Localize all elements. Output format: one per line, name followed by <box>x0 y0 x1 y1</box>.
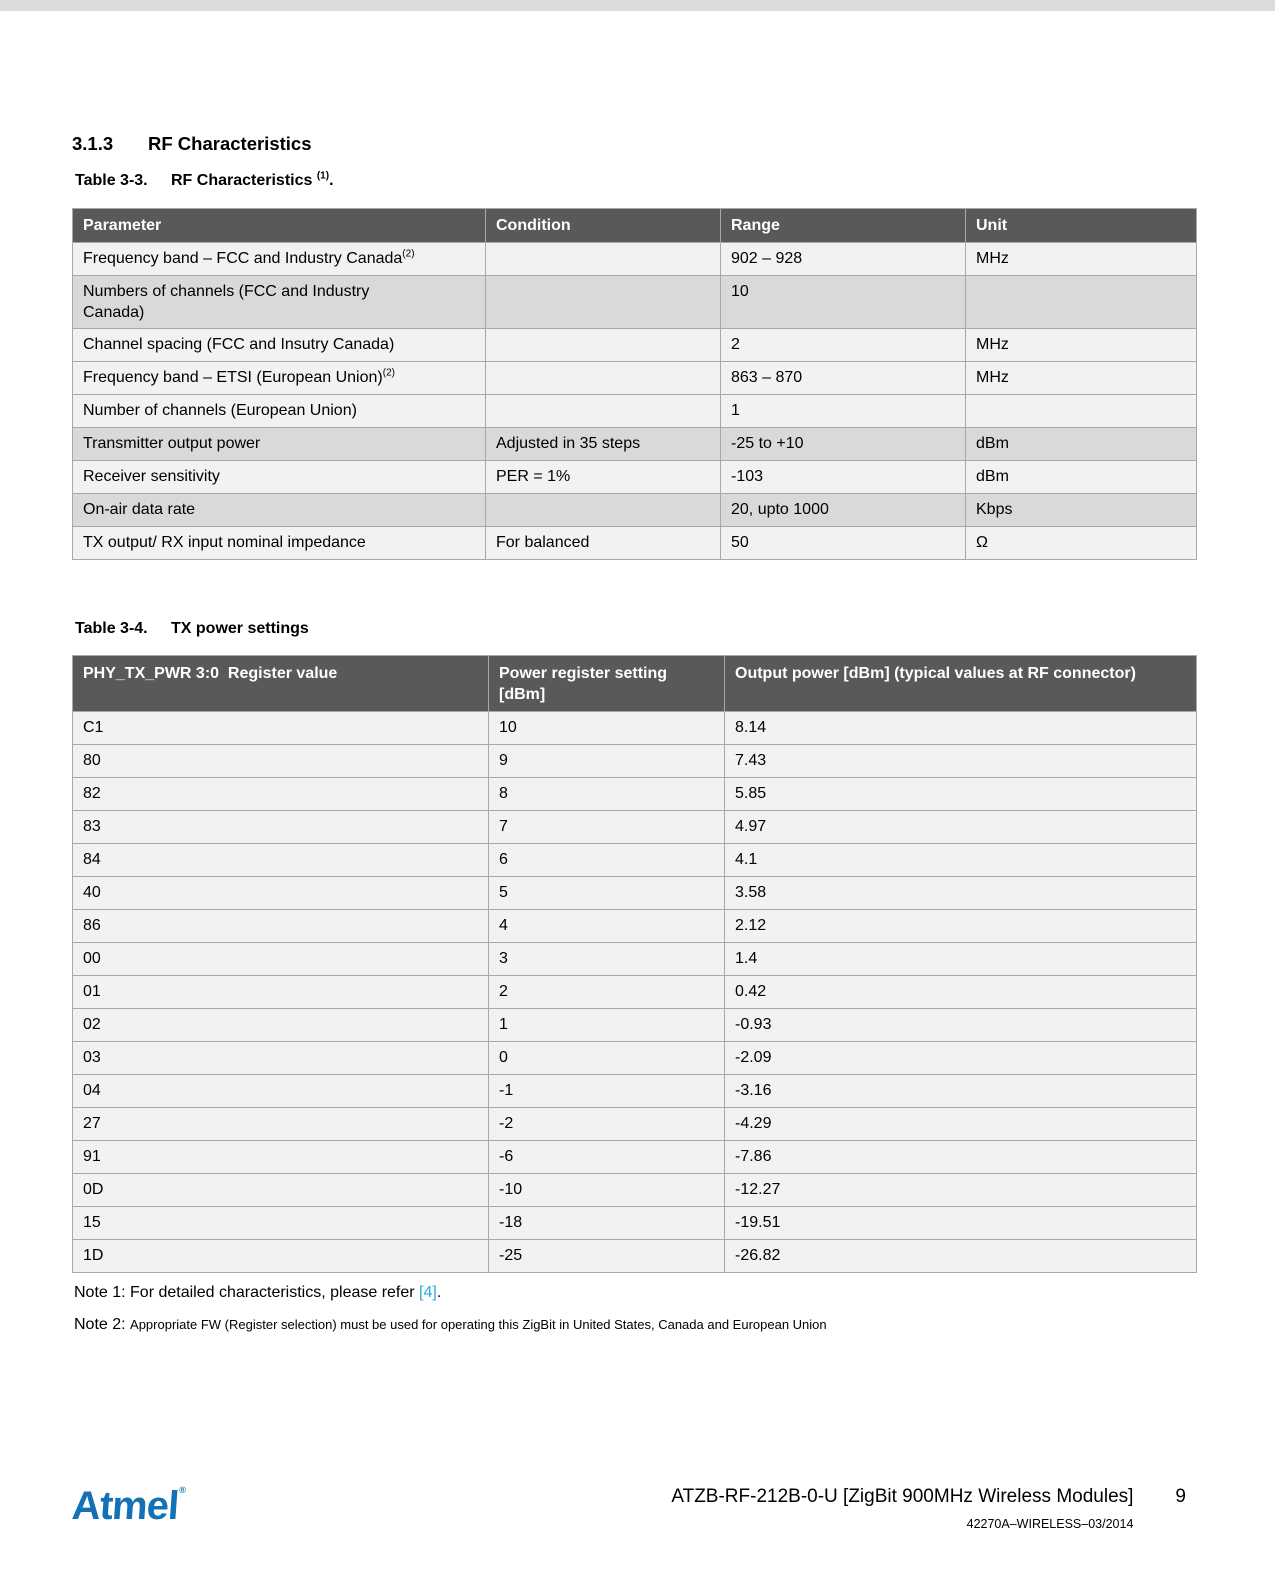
tx-header-register-value: PHY_TX_PWR 3:0 Register value <box>73 656 489 712</box>
power-setting-cell: 2 <box>489 976 725 1009</box>
atmel-logo <box>71 1486 187 1526</box>
register-value-cell: 02 <box>73 1009 489 1042</box>
tx-table-row <box>73 745 1197 778</box>
parameter-cell: Transmitter output power <box>73 428 486 461</box>
condition-cell <box>486 494 721 527</box>
tx-table-row <box>73 1009 1197 1042</box>
output-power-cell: 7.43 <box>725 745 1197 778</box>
power-setting-cell: 3 <box>489 943 725 976</box>
register-value-cell: 00 <box>73 943 489 976</box>
parameter-cell: Frequency band – ETSI (European Union)$^{(2)}$ <box>73 362 486 395</box>
output-power-cell: -2.09 <box>725 1042 1197 1075</box>
footer-right <box>671 1486 1196 1531</box>
register-value-cell: 1D <box>73 1240 489 1273</box>
rf-caption-title: RF Characteristics <box>171 172 317 189</box>
range-cell: -25 to +10 <box>721 428 966 461</box>
rf-table-row <box>73 243 1197 276</box>
register-value-cell: 86 <box>73 910 489 943</box>
parameter-cell: Receiver sensitivity <box>73 461 486 494</box>
reference-4-link[interactable]: [4] <box>419 1284 437 1301</box>
register-value-cell: 03 <box>73 1042 489 1075</box>
rf-table-row <box>73 428 1197 461</box>
unit-cell: Ω <box>966 527 1197 560</box>
rf-header-range: Range <box>721 209 966 243</box>
tx-table-row <box>73 1240 1197 1273</box>
condition-cell <box>486 276 721 329</box>
atmel-logo-text: Atmel <box>70 1484 180 1528</box>
tx-header-power-setting: Power register setting [dBm] <box>489 656 725 712</box>
note-2 <box>74 1316 827 1334</box>
output-power-cell: 5.85 <box>725 778 1197 811</box>
register-value-cell: 84 <box>73 844 489 877</box>
power-setting-cell: 4 <box>489 910 725 943</box>
tx-table-row <box>73 877 1197 910</box>
tx-table-row <box>73 1174 1197 1207</box>
range-cell: 902 – 928 <box>721 243 966 276</box>
note-2-label: Note 2: <box>74 1316 131 1333</box>
parameter-cell: On-air data rate <box>73 494 486 527</box>
rf-table-row <box>73 494 1197 527</box>
register-value-cell: 04 <box>73 1075 489 1108</box>
unit-cell: MHz <box>966 243 1197 276</box>
tx-table-row <box>73 778 1197 811</box>
output-power-cell: 3.58 <box>725 877 1197 910</box>
power-setting-cell: -25 <box>489 1240 725 1273</box>
power-setting-cell: 9 <box>489 745 725 778</box>
rf-table-row <box>73 276 1197 329</box>
parameter-cell: Channel spacing (FCC and Insutry Canada) <box>73 329 486 362</box>
tx-table-row <box>73 1075 1197 1108</box>
tx-caption-label: Table 3-4. <box>75 620 148 637</box>
power-setting-cell: 5 <box>489 877 725 910</box>
power-setting-cell: 0 <box>489 1042 725 1075</box>
range-cell: 2 <box>721 329 966 362</box>
power-setting-cell: 8 <box>489 778 725 811</box>
rf-table-header-row <box>73 209 1197 243</box>
rf-table-caption <box>75 172 334 190</box>
rf-table-row <box>73 395 1197 428</box>
unit-cell: MHz <box>966 329 1197 362</box>
registered-trademark-icon: ® <box>178 1485 187 1495</box>
tx-table-header-row <box>73 656 1197 712</box>
section-number: 3.1.3 <box>72 133 114 154</box>
power-setting-cell: -18 <box>489 1207 725 1240</box>
power-setting-cell: -10 <box>489 1174 725 1207</box>
power-setting-cell: 7 <box>489 811 725 844</box>
doc-block <box>671 1486 1133 1531</box>
register-value-cell: 91 <box>73 1141 489 1174</box>
tx-header-output-power: Output power [dBm] (typical values at RF connector) <box>725 656 1197 712</box>
range-cell: 863 – 870 <box>721 362 966 395</box>
unit-cell: Kbps <box>966 494 1197 527</box>
condition-cell <box>486 243 721 276</box>
register-value-cell: 27 <box>73 1108 489 1141</box>
doc-title: ATZB-RF-212B-0-U [ZigBit 900MHz Wireless Modules] <box>671 1486 1134 1507</box>
note-2-text: Appropriate FW (Register selection) must be used for operating this ZigBit in United States, Canada and European Union <box>130 1317 827 1332</box>
rf-table-body <box>73 243 1197 560</box>
rf-caption-superscript: (1) <box>316 170 330 182</box>
output-power-cell: -4.29 <box>725 1108 1197 1141</box>
rf-characteristics-table <box>72 208 1197 560</box>
condition-cell <box>486 362 721 395</box>
note-1-suffix: . <box>436 1284 442 1301</box>
register-value-cell: 01 <box>73 976 489 1009</box>
output-power-cell: -3.16 <box>725 1075 1197 1108</box>
parameter-cell: Numbers of channels (FCC and Industry Canada) <box>73 276 486 329</box>
page-top-bar <box>0 0 1275 11</box>
output-power-cell: -19.51 <box>725 1207 1197 1240</box>
unit-cell: MHz <box>966 362 1197 395</box>
range-cell: 10 <box>721 276 966 329</box>
tx-table-body <box>73 712 1197 1273</box>
register-value-cell: 15 <box>73 1207 489 1240</box>
parameter-cell: Frequency band – FCC and Industry Canada$^{(2)}$ <box>73 243 486 276</box>
rf-header-parameter: Parameter <box>73 209 486 243</box>
range-cell: 1 <box>721 395 966 428</box>
output-power-cell: 0.42 <box>725 976 1197 1009</box>
parameter-cell: TX output/ RX input nominal impedance <box>73 527 486 560</box>
condition-cell: Adjusted in 35 steps <box>486 428 721 461</box>
section-heading <box>72 133 311 155</box>
page-footer <box>72 1486 1196 1531</box>
range-cell: 50 <box>721 527 966 560</box>
unit-cell: dBm <box>966 428 1197 461</box>
tx-power-settings-table <box>72 655 1197 1273</box>
unit-cell <box>966 395 1197 428</box>
tx-table-row <box>73 1108 1197 1141</box>
register-value-cell: 40 <box>73 877 489 910</box>
rf-table-row <box>73 461 1197 494</box>
section-title: RF Characteristics <box>148 133 312 154</box>
register-value-cell: 83 <box>73 811 489 844</box>
condition-cell <box>486 329 721 362</box>
power-setting-cell: -6 <box>489 1141 725 1174</box>
power-setting-cell: 6 <box>489 844 725 877</box>
condition-cell: PER = 1% <box>486 461 721 494</box>
unit-cell <box>966 276 1197 329</box>
tx-table-row <box>73 910 1197 943</box>
output-power-cell: 8.14 <box>725 712 1197 745</box>
tx-table-row <box>73 712 1197 745</box>
register-value-cell: 0D <box>73 1174 489 1207</box>
output-power-cell: 1.4 <box>725 943 1197 976</box>
power-setting-cell: 1 <box>489 1009 725 1042</box>
register-value-cell: 82 <box>73 778 489 811</box>
rf-table-row <box>73 362 1197 395</box>
tx-table-row <box>73 811 1197 844</box>
range-cell: -103 <box>721 461 966 494</box>
rf-table-row <box>73 329 1197 362</box>
output-power-cell: -12.27 <box>725 1174 1197 1207</box>
tx-table-row <box>73 1207 1197 1240</box>
tx-table-row <box>73 1042 1197 1075</box>
range-cell: 20, upto 1000 <box>721 494 966 527</box>
output-power-cell: -7.86 <box>725 1141 1197 1174</box>
tx-table-caption <box>75 620 309 638</box>
output-power-cell: 4.97 <box>725 811 1197 844</box>
rf-caption-label: Table 3-3. <box>75 172 148 189</box>
output-power-cell: -26.82 <box>725 1240 1197 1273</box>
condition-cell <box>486 395 721 428</box>
tx-table-row <box>73 1141 1197 1174</box>
rf-caption-suffix: . <box>329 172 334 189</box>
note-1-text: Note 1: For detailed characteristics, please refer <box>74 1284 420 1301</box>
page-number: 9 <box>1175 1486 1186 1507</box>
tx-table-row <box>73 844 1197 877</box>
rf-table-row <box>73 527 1197 560</box>
parameter-cell: Number of channels (European Union) <box>73 395 486 428</box>
power-setting-cell: 10 <box>489 712 725 745</box>
note-1 <box>74 1284 441 1302</box>
power-setting-cell: -2 <box>489 1108 725 1141</box>
tx-table-row <box>73 976 1197 1009</box>
rf-header-condition: Condition <box>486 209 721 243</box>
output-power-cell: 4.1 <box>725 844 1197 877</box>
doc-revision: 42270A–WIRELESS–03/2014 <box>966 1517 1134 1531</box>
unit-cell: dBm <box>966 461 1197 494</box>
register-value-cell: C1 <box>73 712 489 745</box>
output-power-cell: -0.93 <box>725 1009 1197 1042</box>
register-value-cell: 80 <box>73 745 489 778</box>
tx-table-row <box>73 943 1197 976</box>
tx-caption-title: TX power settings <box>171 620 309 637</box>
condition-cell: For balanced <box>486 527 721 560</box>
output-power-cell: 2.12 <box>725 910 1197 943</box>
rf-header-unit: Unit <box>966 209 1197 243</box>
power-setting-cell: -1 <box>489 1075 725 1108</box>
